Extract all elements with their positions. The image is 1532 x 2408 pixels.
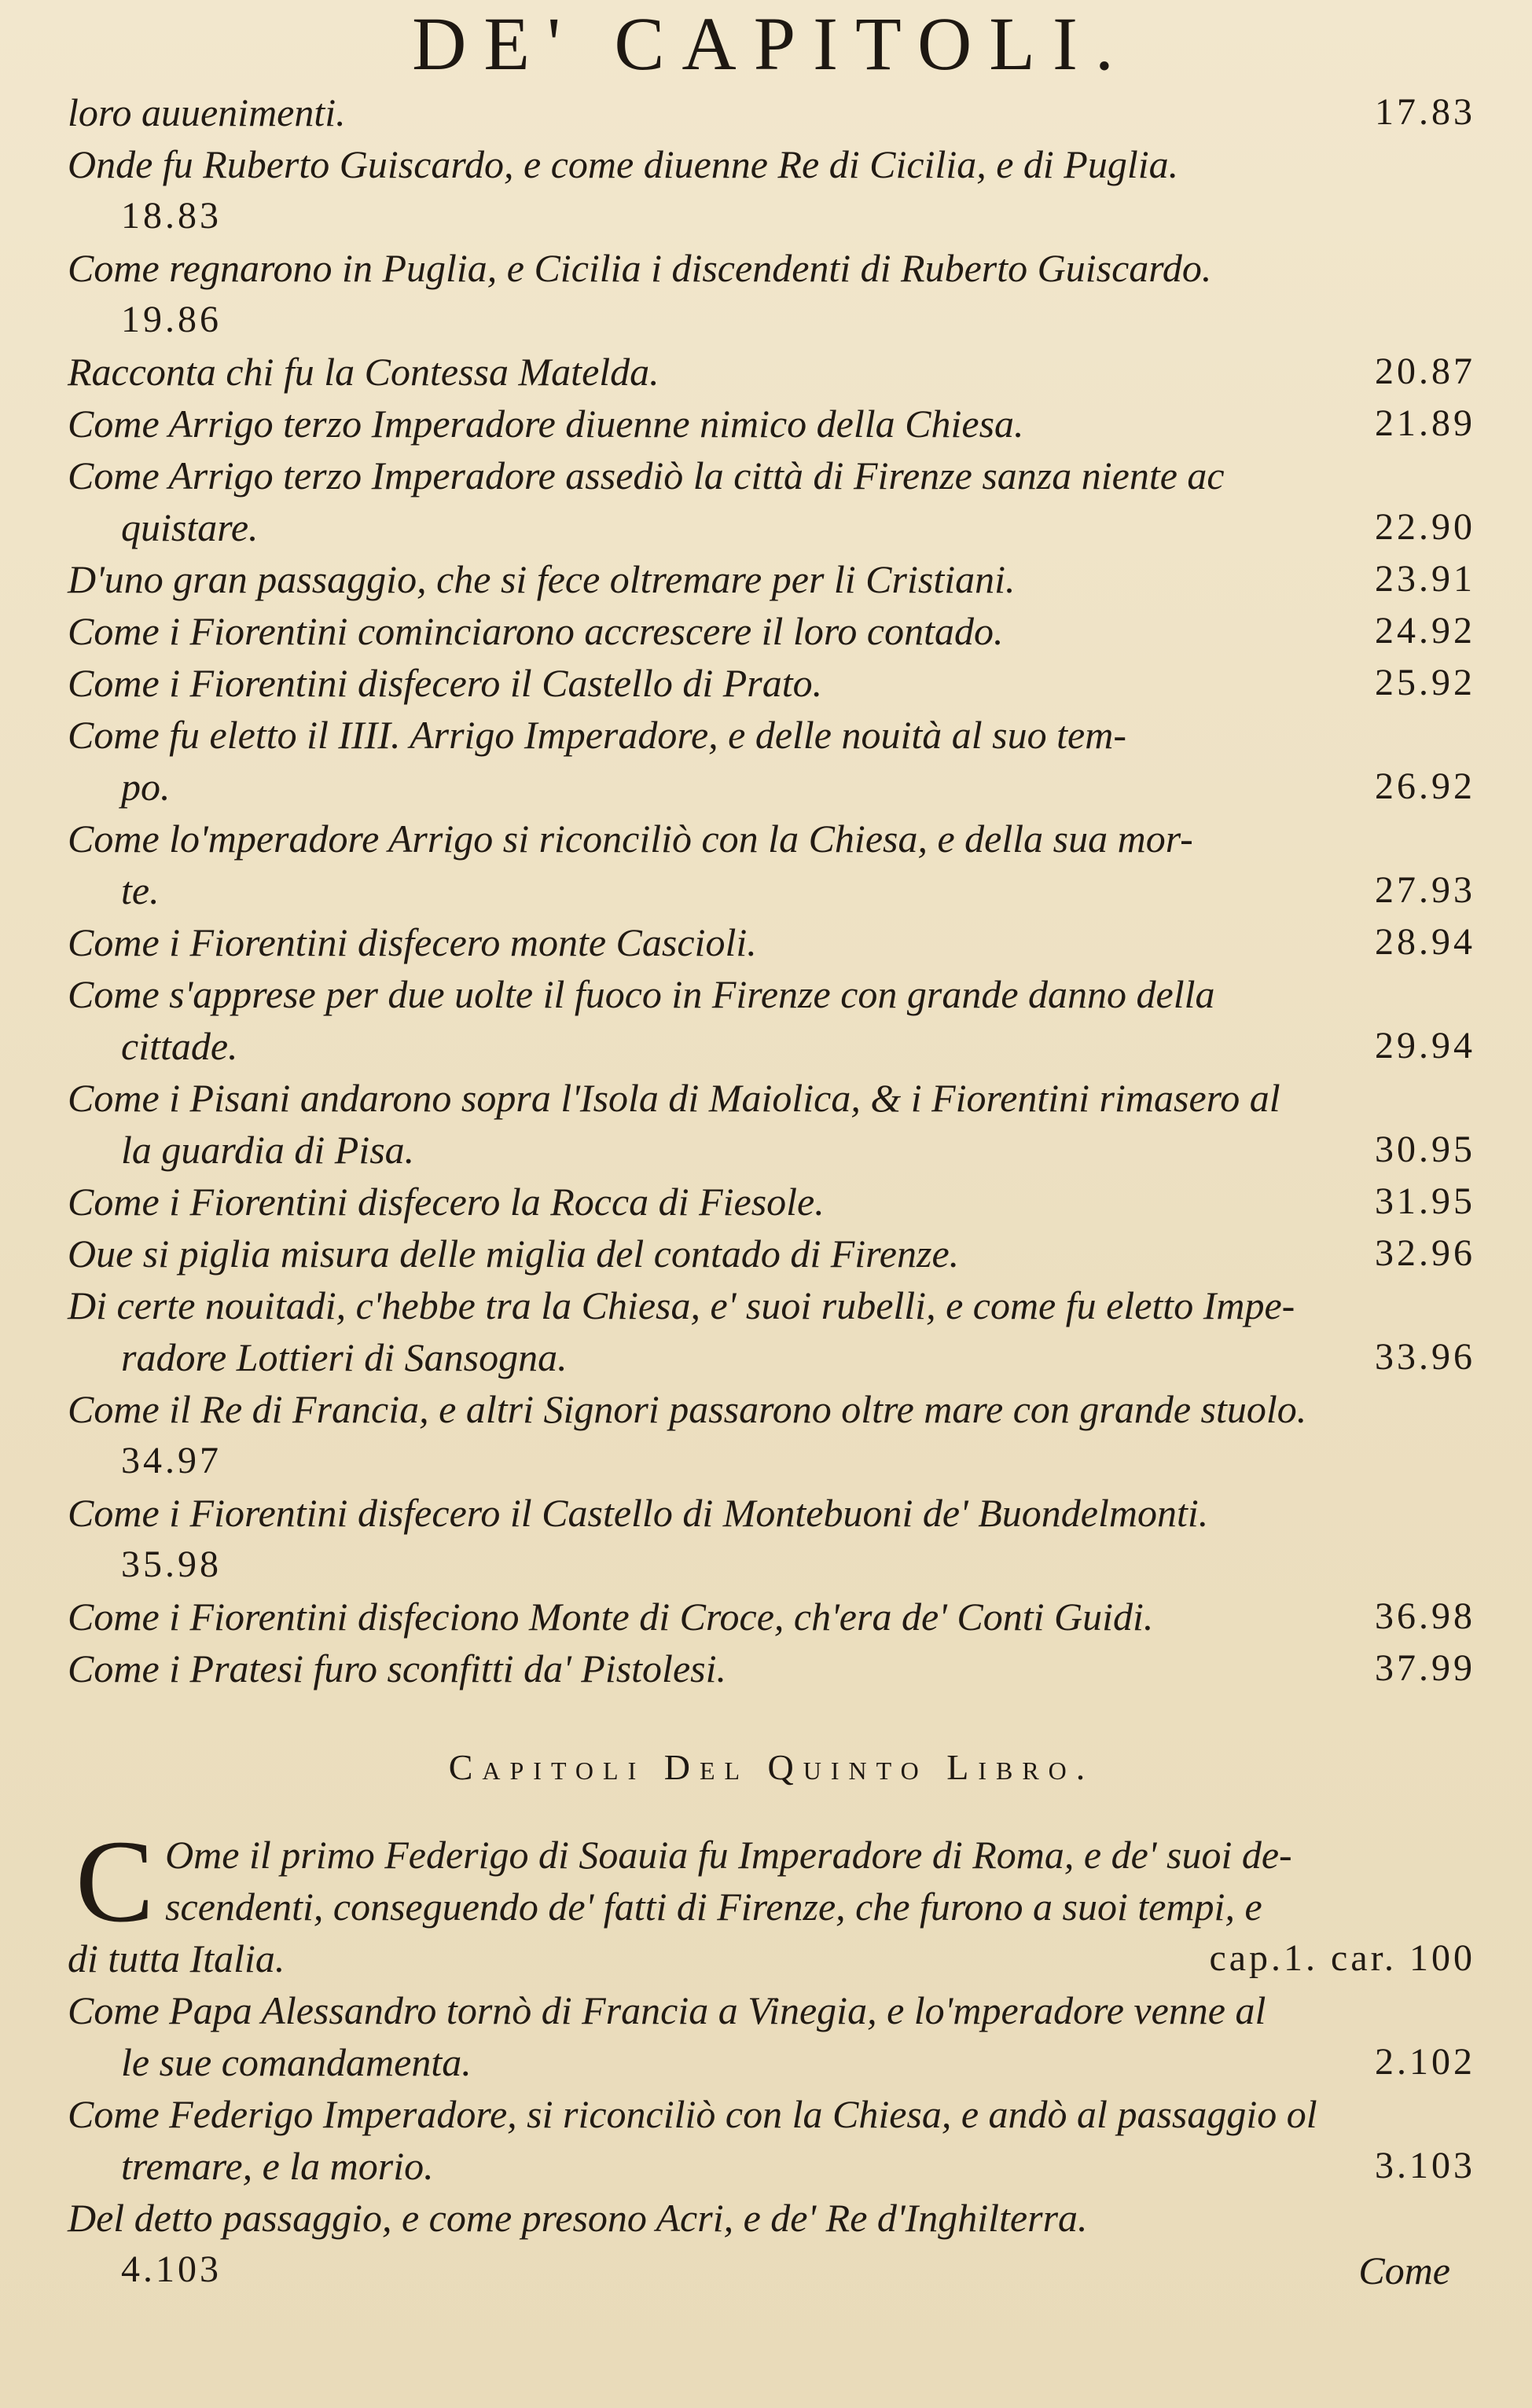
chapter-page-ref: 30.95: [1375, 1129, 1475, 1170]
chapter-title-line: Di certe nouitadi, c'hebbe tra la Chiesa, e' suoi rubelli, e come fu eletto Impe-: [68, 1283, 1295, 1327]
chapter-title-line: quistare.: [121, 505, 259, 549]
chapter-page-ref: 22.90: [1375, 506, 1475, 548]
chapter-entry: [68, 1228, 1475, 1279]
chapter-title-line: di tutta Italia.: [68, 1936, 285, 1980]
chapter-page-ref: 32.96: [1375, 1232, 1475, 1274]
chapter-page-ref: 31.95: [1375, 1180, 1475, 1222]
chapter-title-line: Come i Pratesi furo sconfitti da' Pistolesi.: [68, 1646, 726, 1690]
chapter-title-line: radore Lottieri di Sansogna.: [121, 1335, 568, 1379]
chapter-title-line: Come fu eletto il IIII. Arrigo Imperadore, e delle nouità al suo tem-: [68, 713, 1126, 757]
chapter-entry: [68, 450, 1475, 553]
chapter-page-ref: 26.92: [1375, 765, 1475, 807]
chapter-page-ref: 17.83: [1375, 91, 1475, 133]
chapter-title-line: Come i Fiorentini disfeciono Monte di Croce, ch'era de' Conti Guidi.: [68, 1595, 1154, 1639]
chapter-title-line: Ome il primo Federigo di Soauia fu Imperadore di Roma, e de' suoi de-: [165, 1833, 1292, 1877]
chapter-entry: [68, 242, 1475, 346]
chapter-title-line: Del detto passaggio, e come presono Acri, e de' Re d'Inghilterra.: [68, 2196, 1088, 2240]
chapter-entry: [68, 813, 1475, 916]
chapter-title-line: Come i Pisani andarono sopra l'Isola di Maiolica, & i Fiorentini rimasero al: [68, 1076, 1280, 1120]
chapter-page-ref: 2.102: [1375, 2041, 1475, 2083]
chapter-entry: [68, 1816, 1475, 1984]
chapter-entry: [68, 1487, 1475, 1591]
chapter-entry: [68, 1591, 1475, 1643]
chapter-page-ref: 24.92: [1375, 610, 1475, 652]
chapter-title-line: cittade.: [121, 1024, 238, 1068]
chapter-page-ref: 25.92: [1375, 662, 1475, 703]
chapter-title-line: loro auuenimenti.: [68, 90, 346, 134]
chapter-title-line: te.: [121, 868, 160, 912]
chapter-title-line: Come i Fiorentini disfecero la Rocca di Fiesole.: [68, 1180, 825, 1224]
chapter-list-book4: [68, 86, 1475, 1694]
chapter-title-line: Come i Fiorentini disfecero il Castello di Montebuoni de' Buondelmonti.: [68, 1491, 1209, 1535]
chapter-title-line: la guardia di Pisa.: [121, 1128, 415, 1172]
drop-capital: C: [75, 1816, 155, 1947]
chapter-entry: [68, 1176, 1475, 1228]
chapter-page-ref: 20.87: [1375, 351, 1475, 392]
chapter-page-ref: 28.94: [1375, 921, 1475, 963]
chapter-title-line: Come i Fiorentini disfecero monte Cascioli.: [68, 920, 757, 964]
chapter-page-ref: 23.91: [1375, 558, 1475, 600]
chapter-entry: [68, 916, 1475, 968]
chapter-title-line: Come lo'mperadore Arrigo si riconciliò con la Chiesa, e della sua mor-: [68, 817, 1193, 861]
chapter-title-line: scendenti, conseguendo de' fatti di Firenze, che furono a suoi tempi, e: [165, 1885, 1262, 1929]
chapter-entry: [68, 657, 1475, 709]
chapter-title-line: Come il Re di Francia, e altri Signori passarono oltre mare con grande stuolo.: [68, 1387, 1307, 1431]
chapter-page-ref: 37.99: [1375, 1647, 1475, 1689]
chapter-entry: [68, 1072, 1475, 1176]
catchword: Come: [1358, 2248, 1450, 2292]
chapter-page-ref: cap.1. car. 100: [1209, 1937, 1475, 1979]
chapter-page-ref: 18.83: [121, 195, 222, 237]
chapter-page-ref: 21.89: [1375, 402, 1475, 444]
chapter-entry: [68, 138, 1475, 242]
chapter-entry: [68, 2192, 1475, 2296]
chapter-entry: [68, 605, 1475, 657]
chapter-title-line: le sue comandamenta.: [121, 2040, 472, 2084]
chapter-page-ref: 4.103: [121, 2248, 222, 2290]
chapter-page-ref: 35.98: [121, 1544, 222, 1585]
chapter-entry: [68, 398, 1475, 450]
chapter-entry: [68, 86, 1475, 138]
chapter-entry: [68, 1279, 1475, 1383]
chapter-title-line: Racconta chi fu la Contessa Matelda.: [68, 350, 659, 394]
chapter-entry: [68, 968, 1475, 1072]
chapter-entry: [68, 1383, 1475, 1487]
chapter-entry: [68, 553, 1475, 605]
chapter-page-ref: 3.103: [1375, 2145, 1475, 2186]
chapter-page-ref: 19.86: [121, 299, 222, 340]
chapter-entry: [68, 2088, 1475, 2192]
chapter-entry: [68, 709, 1475, 813]
section-heading: Capitoli Del Quinto Libro.: [448, 1747, 1095, 1787]
chapter-title-line: Onde fu Ruberto Guiscardo, e come diuenne Re di Cicilia, e di Puglia.: [68, 142, 1179, 186]
chapter-title-line: Come i Fiorentini disfecero il Castello di Prato.: [68, 661, 823, 705]
chapter-title-line: Come Federigo Imperadore, si riconciliò con la Chiesa, e andò al passaggio ol: [68, 2092, 1317, 2136]
chapter-page-ref: 33.96: [1375, 1336, 1475, 1378]
chapter-page-ref: 36.98: [1375, 1595, 1475, 1637]
running-head: DE' CAPITOLI.: [412, 2, 1131, 86]
chapter-list-book5: [68, 1816, 1475, 2296]
chapter-title-line: Come Arrigo terzo Imperadore assediò la città di Firenze sanza niente ac: [68, 453, 1225, 497]
chapter-title-line: po.: [121, 765, 171, 809]
chapter-title-line: Come regnarono in Puglia, e Cicilia i discendenti di Ruberto Guiscardo.: [68, 246, 1212, 290]
chapter-page-ref: 29.94: [1375, 1025, 1475, 1066]
chapter-title-line: Come Arrigo terzo Imperadore diuenne nimico della Chiesa.: [68, 402, 1024, 446]
chapter-title-line: Come s'apprese per due uolte il fuoco in Firenze con grande danno della: [68, 972, 1215, 1016]
chapter-title-line: D'uno gran passaggio, che si fece oltremare per li Cristiani.: [68, 557, 1016, 601]
chapter-title-line: Come i Fiorentini cominciarono accrescere il loro contado.: [68, 609, 1004, 653]
chapter-title-line: Come Papa Alessandro tornò di Francia a Vinegia, e lo'mperadore venne al: [68, 1988, 1266, 2032]
chapter-entry: [68, 346, 1475, 398]
chapter-page-ref: 27.93: [1375, 869, 1475, 911]
chapter-entry: [68, 1984, 1475, 2088]
chapter-entry: [68, 1643, 1475, 1694]
chapter-title-line: Oue si piglia misura delle miglia del contado di Firenze.: [68, 1232, 960, 1276]
chapter-title-line: tremare, e la morio.: [121, 2144, 434, 2188]
chapter-page-ref: 34.97: [121, 1440, 222, 1481]
